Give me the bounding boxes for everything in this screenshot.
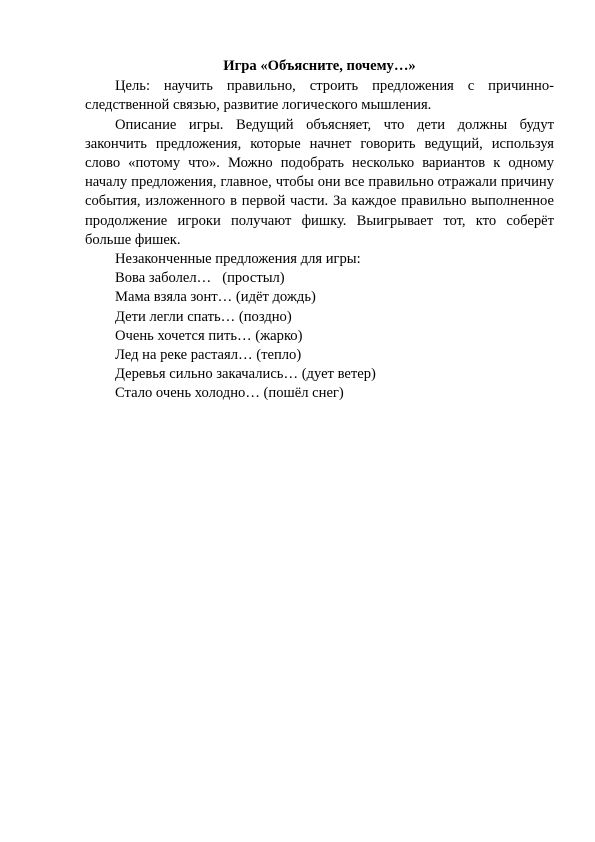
sentences-list [85, 269, 554, 403]
sentence-item: Мама взяла зонт… (идёт дождь) [115, 289, 316, 306]
sentence-item: Дети легли спать… (поздно) [115, 308, 292, 325]
sentence-item: Стало очень холодно… (пошёл снег) [115, 385, 344, 402]
goal-paragraph: Цель: научить правильно, строить предложения с причинно-следственной связью, развитие логического мышления. [85, 78, 554, 114]
sentence-item: Вова заболел… (простыл) [115, 270, 285, 287]
sentences-heading: Незаконченные предложения для игры: [115, 251, 361, 268]
sentence-item: Очень хочется пить… (жарко) [115, 327, 303, 344]
document-body [85, 57, 554, 404]
description-paragraph: Описание игры. Ведущий объясняет, что дети должны будут закончить предложения, которые начнет говорить ведущий, используя слово «потому что». Можно подобрать несколько вариантов к одному началу предложения, главное, чтобы они все правильно отражали причину события, изложенного в первой части. За каждое правильно выполненное продолжение игроки получают фишку. Выигрывает тот, кто соберёт больше фишек. [85, 116, 554, 248]
sentence-item: Деревья сильно закачались… (дует ветер) [115, 366, 376, 383]
sentence-item: Лед на реке растаял… (тепло) [115, 347, 302, 364]
document-title: Игра «Объясните, почему…» [223, 58, 416, 74]
